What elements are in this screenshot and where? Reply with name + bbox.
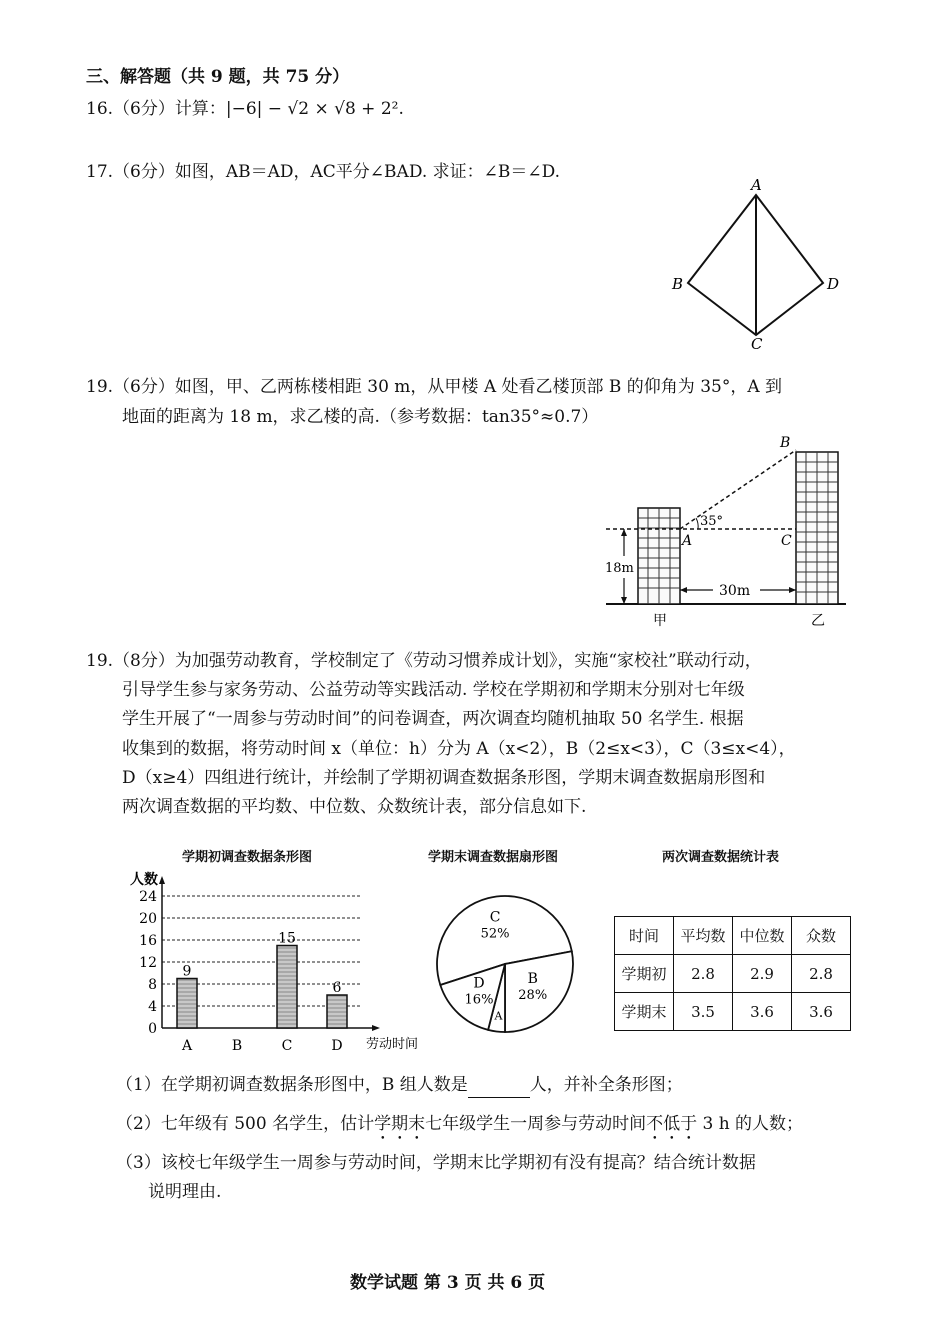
bar — [177, 979, 197, 1029]
point-b-label: B — [780, 435, 791, 451]
y-tick-label: 8 — [148, 977, 157, 993]
table-cell: 3.6 — [733, 993, 792, 1031]
y-tick-label: 24 — [139, 889, 157, 905]
x-tick-label: D — [331, 1038, 343, 1054]
angle-arc — [696, 518, 698, 529]
question-19-labor-line1: 19.（8分）为加强劳动教育，学校制定了《劳动习惯养成计划》，实施“家校社”联动行动， — [86, 651, 762, 671]
y-tick-label: 0 — [148, 1021, 157, 1037]
bar-chart — [112, 866, 422, 1056]
emphasis-term-not-less: 不低于 — [646, 1114, 698, 1134]
question-19-building-line1: 19.（6分）如图，甲、乙两栋楼相距 30 m，从甲楼 A 处看乙楼顶部 B 的仰角为 35°，A 到 — [86, 377, 783, 397]
angle-label: 35° — [700, 514, 724, 529]
table-header-cell: 中位数 — [733, 917, 792, 955]
table-row — [615, 955, 851, 993]
y-tick-label: 4 — [148, 999, 157, 1015]
answer-blank[interactable] — [468, 1081, 530, 1098]
table-cell: 学期末 — [615, 993, 674, 1031]
pie-category-label: D — [473, 975, 485, 992]
pie-percent-label: 16% — [464, 992, 494, 1008]
table-header-cell: 时间 — [615, 917, 674, 955]
table-cell: 2.9 — [733, 955, 792, 993]
table-cell: 2.8 — [792, 955, 851, 993]
question-17: 17.（6分）如图，AB＝AD，AC平分∠BAD. 求证：∠B＝∠D. — [86, 162, 561, 182]
table-cell: 3.6 — [792, 993, 851, 1031]
question-19-labor-line5: D（x≥4）四组进行统计，并绘制了学期初调查数据条形图，学期末调查数据扇形图和 — [122, 768, 766, 788]
question-19-labor-line2: 引导学生参与家务劳动、公益劳动等实践活动. 学校在学期初和学期末分别对七年级 — [122, 680, 745, 700]
sub-question-3-line1: （3）该校七年级学生一周参与劳动时间，学期末比学期初有没有提高？结合统计数据 — [116, 1153, 756, 1173]
bar — [277, 946, 297, 1029]
x-tick-label: C — [281, 1038, 293, 1054]
y-tick-label: 12 — [139, 955, 157, 971]
q19-building-figure — [600, 432, 850, 632]
table-header-cell: 平均数 — [674, 917, 733, 955]
question-19-building-line2: 地面的距离为 18 m，求乙楼的高.（参考数据：tan35°≈0.7） — [122, 407, 599, 427]
q16-label: 16.（6分）计算： — [86, 99, 226, 119]
building-yi-label: 乙 — [811, 613, 825, 629]
point-a-label: A — [682, 533, 693, 549]
y-tick-label: 16 — [139, 933, 157, 949]
height-label: 18m — [605, 561, 634, 576]
distance-label: 30m — [719, 583, 751, 599]
q17-quadrilateral-figure — [660, 175, 860, 350]
q16-expression: |−6| − √2 × √8 + 2². — [225, 99, 404, 119]
x-tick-label: A — [181, 1038, 193, 1054]
y-axis-label: 人数 — [130, 872, 158, 888]
bar-value-label: 15 — [278, 930, 296, 947]
table-header-cell: 众数 — [792, 917, 851, 955]
pie-category-label: A — [494, 1009, 503, 1023]
sub-question-2-b: 七年级学生一周参与劳动时间 — [425, 1114, 647, 1134]
sub-question-2-a: （2）七年级有 500 名学生，估计 — [116, 1114, 375, 1134]
pie-category-label: B — [527, 970, 538, 987]
point-c-label: C — [781, 533, 792, 549]
point-b-label: B — [672, 275, 684, 293]
sub-question-2-c: 3 h 的人数； — [697, 1114, 804, 1134]
y-tick-label: 20 — [139, 911, 157, 927]
section-title: 三、解答题（共 9 题，共 75 分） — [86, 67, 350, 87]
x-tick-label: B — [231, 1038, 243, 1054]
pie-percent-label: 52% — [480, 926, 510, 942]
x-axis-label: 劳动时间 — [366, 1037, 419, 1052]
sub-question-2 — [116, 1111, 803, 1144]
x-axis-arrow — [372, 1025, 380, 1031]
sight-line-ab — [680, 450, 796, 529]
point-d-label: D — [827, 275, 840, 293]
stats-table — [614, 916, 851, 1031]
bar — [327, 995, 347, 1028]
pie-category-label: C — [489, 909, 501, 926]
question-16 — [86, 96, 404, 122]
sub-question-1-tail: 人，并补全条形图； — [529, 1075, 683, 1095]
table-cell: 学期初 — [615, 955, 674, 993]
bar-value-label: 9 — [182, 963, 192, 980]
bar-chart-title: 学期初调查数据条形图 — [182, 850, 313, 865]
pie-chart-title: 学期末调查数据扇形图 — [428, 850, 559, 865]
point-a-label: A — [751, 176, 762, 194]
pie-percent-label: 28% — [518, 987, 548, 1003]
table-cell: 3.5 — [674, 993, 733, 1031]
point-c-label: C — [751, 335, 763, 350]
pie-chart — [432, 866, 587, 1046]
emphasis-term-end-of-term: 学期末 — [374, 1114, 426, 1134]
sub-question-3-line2: 说明理由. — [148, 1182, 222, 1202]
sub-question-1 — [116, 1072, 683, 1098]
table-cell: 2.8 — [674, 955, 733, 993]
table-title: 两次调查数据统计表 — [662, 850, 780, 865]
question-19-labor-line4: 收集到的数据，将劳动时间 x（单位：h）分为 A（x<2），B（2≤x<3），C（3≤x<4）， — [122, 739, 796, 759]
question-19-labor-line6: 两次调查数据的平均数、中位数、众数统计表，部分信息如下. — [122, 797, 587, 817]
bar-value-label: 6 — [332, 980, 342, 996]
page-footer: 数学试题 第 3 页 共 6 页 — [350, 1273, 546, 1293]
building-jia-label: 甲 — [653, 613, 667, 629]
table-header-row — [615, 917, 851, 955]
y-axis-arrow — [159, 876, 165, 884]
sub-question-1-text: （1）在学期初调查数据条形图中，B 组人数是 — [116, 1075, 468, 1095]
table-row — [615, 993, 851, 1031]
question-19-labor-line3: 学生开展了“一周参与劳动时间”的问卷调查，两次调查均随机抽取 50 名学生. 根据 — [122, 709, 744, 729]
